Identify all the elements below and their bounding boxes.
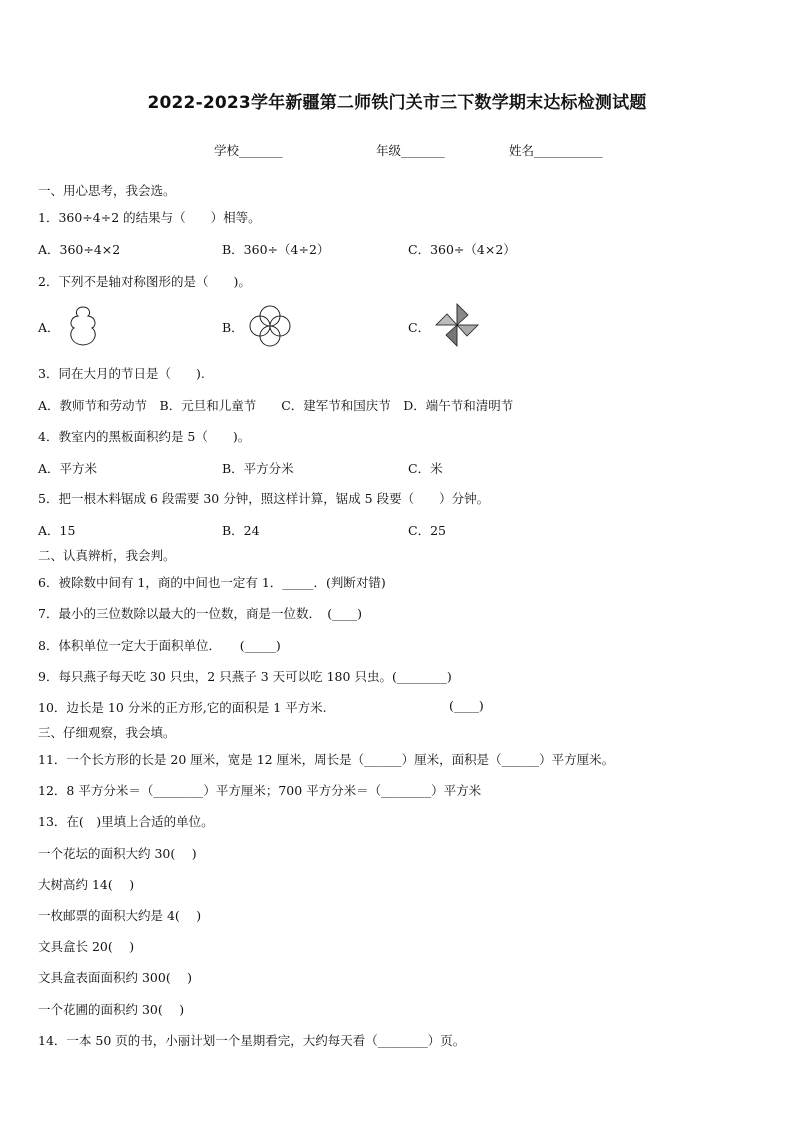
question-10: 10．边长是 10 分米的正方形,它的面积是 1 平方米. [38,700,327,715]
q13-item-5: 文具盒表面面积约 300( ) [38,970,193,985]
q1-option-c: C．360÷（4×2） [408,242,516,257]
question-2: 2．下列不是轴对称图形的是（ )。 [38,274,251,289]
question-5: 5．把一根木料锯成 6 段需要 30 分钟，照这样计算，锯成 5 段要（ ）分钟。 [38,491,490,506]
question-7: 7．最小的三位数除以最大的一位数，商是一位数． (____) [38,606,362,621]
q13-item-4: 文具盒长 20( ) [38,939,135,954]
q13-item-6: 一个花圃的面积约 30( ) [38,1002,185,1017]
question-6: 6．被除数中间有 1，商的中间也一定有 1．_____．(判断对错) [38,575,386,590]
page-title: 2022-2023学年新疆第二师铁门关市三下数学期末达标检测试题 [147,93,647,113]
question-8: 8．体积单位一定大于面积单位． (_____) [38,638,281,653]
school-field: 学校_______ [214,143,283,158]
question-11: 11．一个长方形的长是 20 厘米，宽是 12 厘米，周长是（______）厘米，面积是（______）平方厘米。 [38,752,615,767]
pinwheel-figure [432,301,482,349]
q4-option-b: B．平方分米 [222,461,294,476]
q1-option-b: B．360÷（4÷2） [222,242,330,257]
grade-field: 年级_______ [376,143,445,158]
section-heading-3: 三、仔细观察，我会填。 [38,725,176,740]
q2-option-b: B． [222,320,244,335]
question-10-blank: (____) [449,698,484,713]
question-3: 3．同在大月的节日是（ ). [38,366,205,381]
q5-option-c: C．25 [408,523,446,538]
question-12: 12．8 平方分米＝（________）平方厘米；700 平方分米＝（________）平方米 [38,783,482,798]
section-heading-1: 一、用心思考，我会选。 [38,183,176,198]
question-14: 14．一本 50 页的书，小丽计划一个星期看完，大约每天看（________）页。 [38,1033,466,1048]
question-13: 13．在( )里填上合适的单位。 [38,814,214,829]
four-circles-figure [247,303,293,349]
q13-item-3: 一枚邮票的面积大约是 4( ) [38,908,202,923]
q5-option-a: A．15 [38,523,76,538]
q2-option-c: C． [408,320,431,335]
q5-option-b: B．24 [222,523,260,538]
q4-option-c: C．米 [408,461,443,476]
q1-option-a: A．360÷4×2 [38,242,121,257]
q13-item-2: 大树高约 14( ) [38,877,135,892]
question-4: 4．教室内的黑板面积约是 5（ )。 [38,429,251,444]
question-9: 9．每只燕子每天吃 30 只虫，2 只燕子 3 天可以吃 180 只虫。(________) [38,669,452,684]
q13-item-1: 一个花坛的面积大约 30( ) [38,846,197,861]
q3-options: A．教师节和劳动节 B．元旦和儿童节 C．建军节和国庆节 D．端午节和清明节 [38,398,514,413]
name-field: 姓名___________ [509,143,603,158]
section-heading-2: 二、认真辨析，我会判。 [38,548,176,563]
symmetric-shape-figure [64,304,102,348]
q2-option-a: A． [38,320,60,335]
q4-option-a: A．平方米 [38,461,98,476]
question-1: 1．360÷4÷2 的结果与（ ）相等。 [38,210,261,225]
